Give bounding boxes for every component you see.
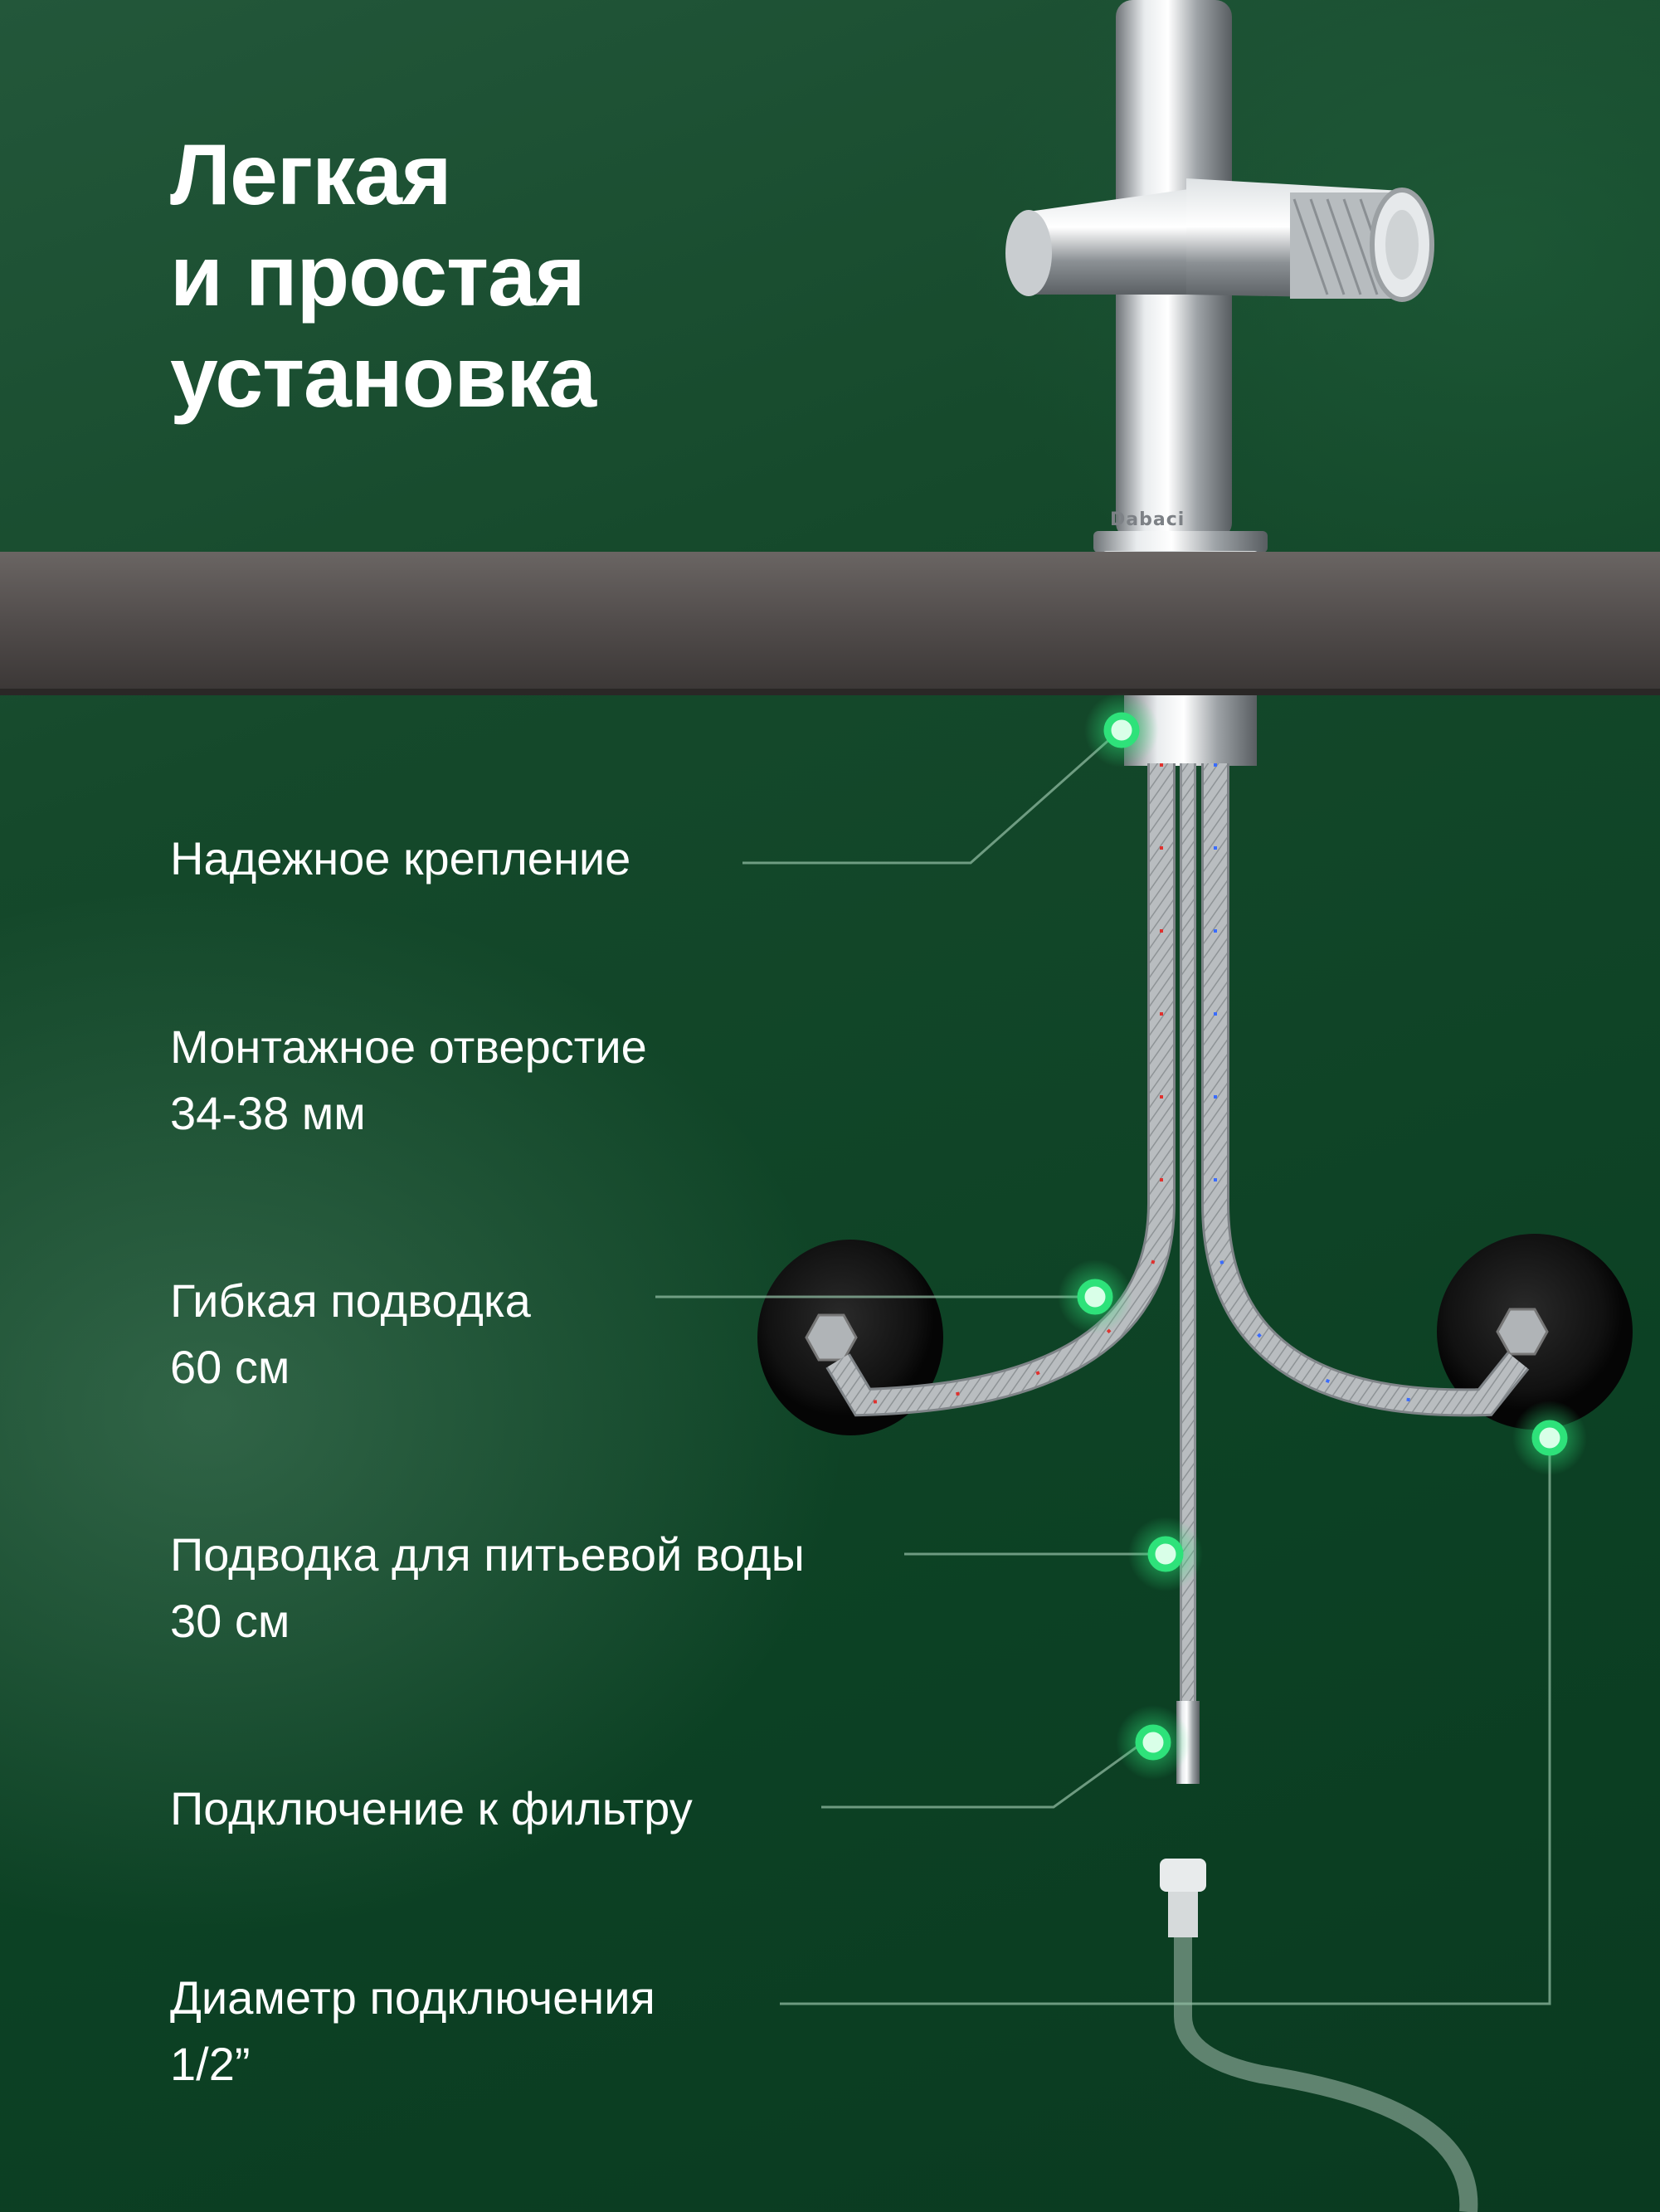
feature-mount	[170, 826, 917, 892]
title-line-2: и простая	[170, 228, 585, 324]
feature-value: 1/2”	[170, 2038, 251, 2090]
countertop	[0, 552, 1660, 695]
marker-dot	[1058, 693, 1587, 1780]
feature-label: Гибкая подводка	[170, 1274, 531, 1327]
feature-label: Надежное крепление	[170, 832, 631, 884]
marker-filter	[1116, 1705, 1190, 1780]
feature-value: 34-38 мм	[170, 1087, 366, 1139]
feature-label: Подключение к фильтру	[170, 1782, 693, 1834]
title-line-3: установка	[170, 329, 596, 426]
feature-connection-diameter	[170, 1965, 917, 2098]
page-title	[170, 124, 917, 428]
feature-drinking-water-line	[170, 1522, 917, 1654]
feature-label: Диаметр подключения	[170, 1971, 655, 2024]
feature-label: Подводка для питьевой воды	[170, 1528, 805, 1581]
title-line-1: Легкая	[170, 127, 451, 223]
feature-flex-hose	[170, 1268, 917, 1401]
feature-label: Монтажное отверстие	[170, 1021, 647, 1073]
hose-image	[838, 763, 1518, 2212]
feature-value: 30 см	[170, 1595, 290, 1647]
marker-mount	[1084, 693, 1159, 767]
feature-value: 60 см	[170, 1341, 290, 1393]
feature-mounting-hole	[170, 1014, 917, 1147]
brand-logo: Dabaci	[1110, 509, 1185, 530]
marker-diameter	[1512, 1401, 1587, 1475]
faucet-image	[1005, 0, 1432, 576]
marker-drinking-line	[1128, 1517, 1203, 1591]
feature-filter-connection	[170, 1776, 917, 1842]
marker-flex-hose	[1058, 1259, 1132, 1334]
